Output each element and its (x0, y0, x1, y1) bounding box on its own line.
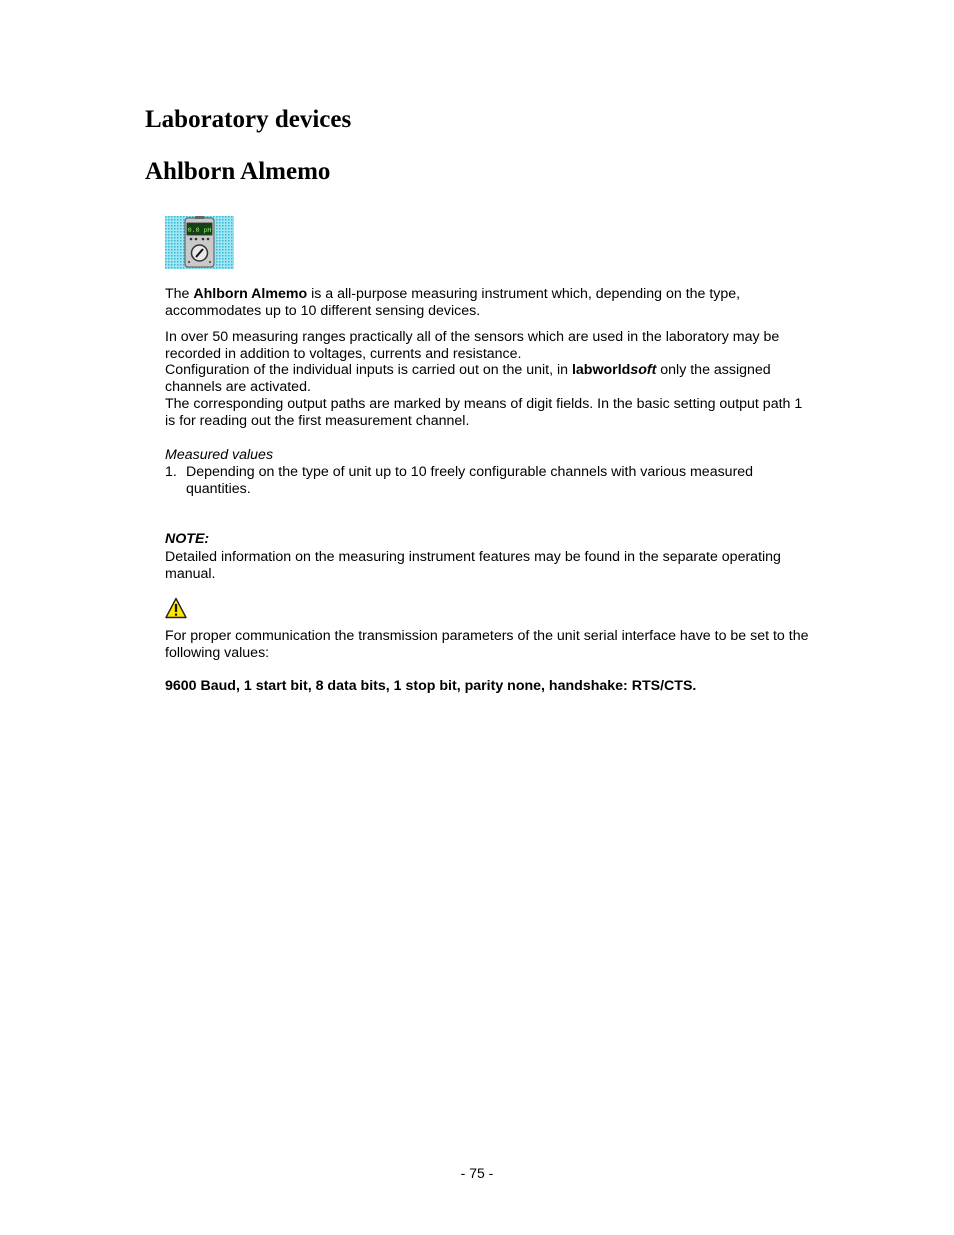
page-number: - 75 - (460, 1165, 494, 1181)
note-text: Detailed information on the measuring instrument features may be found in the separate operating manual. (165, 549, 781, 582)
list-item-number: 1. (165, 464, 177, 480)
brand-name: labworldsoft (571, 362, 657, 378)
warning-text: For proper communication the transmission parameters of the unit serial interface have to be set to the following values: (165, 628, 809, 661)
serial-settings: 9600 Baud, 1 start bit, 8 data bits, 1 stop bit, parity none, handshake: RTS/CTS. (165, 678, 697, 694)
device-name-bold: Ahlborn Almemo (193, 286, 308, 302)
multimeter-display: 0.0 pH (187, 226, 212, 234)
ranges-paragraph: In over 50 measuring ranges practically all of the sensors which are used in the laboratory may be recorded in addition to voltages, currents and resistance. (165, 329, 780, 362)
multimeter-icon (165, 216, 234, 269)
note-title: NOTE: (165, 531, 210, 547)
list-item (165, 464, 805, 498)
device-heading: Ahlborn Almemo (145, 158, 331, 185)
config-paragraph: Configuration of the individual inputs is carried out on the unit, in labworldsoft only the assigned channels are activated. (165, 362, 771, 395)
measured-values-title: Measured values (165, 447, 274, 463)
list-item-text: Depending on the type of unit up to 10 freely configurable channels with various measured quantities. (186, 464, 754, 497)
intro-paragraph: The Ahlborn Almemo is a all-purpose measuring instrument which, depending on the type, accommodates up to 10 different sensing devices. (165, 286, 741, 319)
warning-icon (165, 597, 187, 619)
section-heading: Laboratory devices (145, 106, 352, 133)
output-paths-paragraph: The corresponding output paths are marked by means of digit fields. In the basic setting output path 1 is for reading out the first measurement channel. (165, 396, 803, 429)
